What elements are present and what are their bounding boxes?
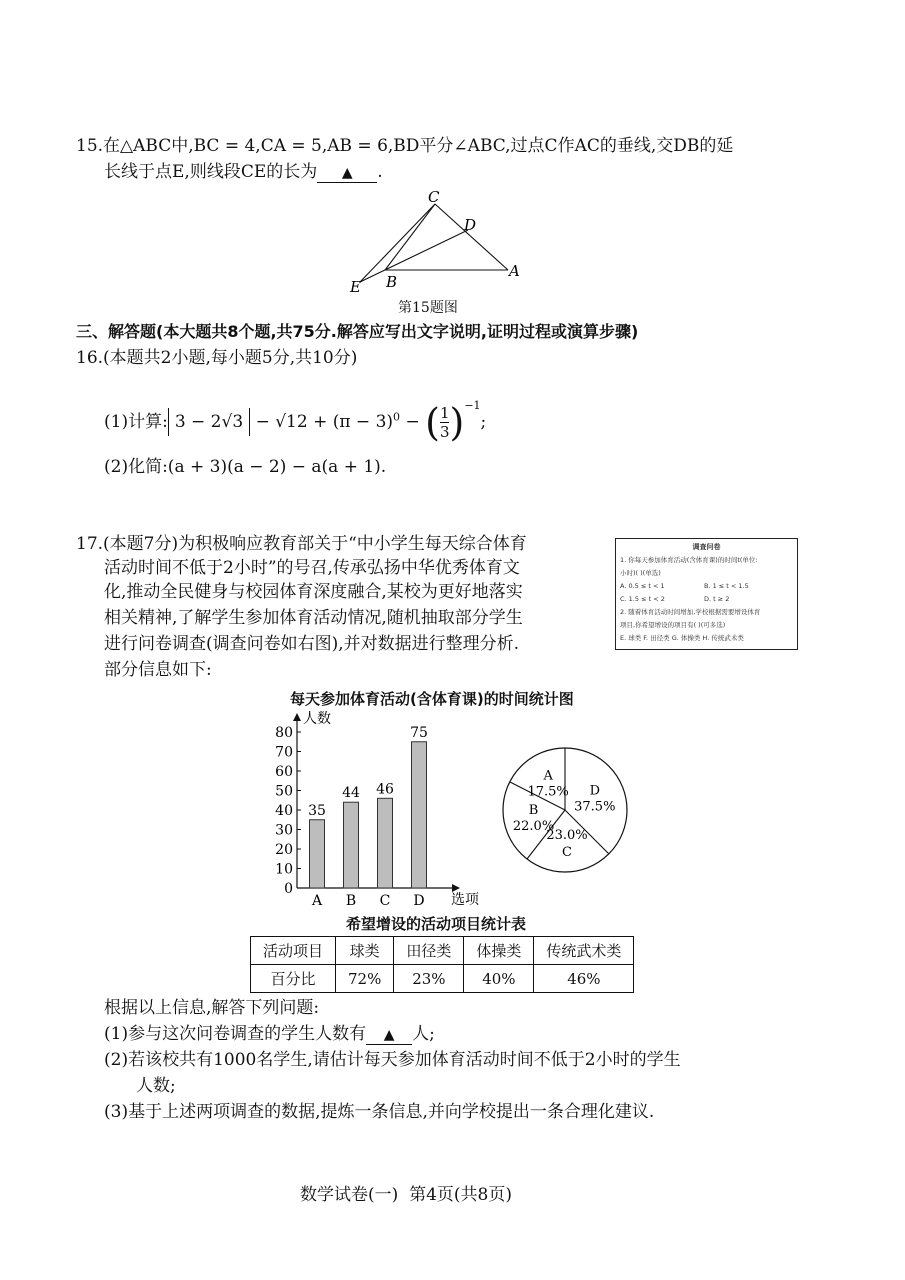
y-tick-label: 20: [275, 842, 293, 858]
survey-q1: 1. 你每天参加体育活动(含体育课)的时间t(单位:: [620, 556, 758, 564]
table-header-cell: 传统武术类: [534, 937, 634, 965]
survey-title: 调查问卷: [692, 543, 721, 551]
page-footer: 数学试卷(一) 第4页(共8页): [300, 1185, 512, 1205]
q15-text-line1: 在△ABC中,BC = 4,CA = 5,AB = 6,BD平分∠ABC,过点C作AC的垂线,交DB的延: [103, 136, 734, 156]
q17-line1: 17.(本题7分)为积极响应教育部关于“中小学生每天综合体育: [76, 534, 527, 554]
q16-exp0: 0: [393, 410, 401, 424]
q17-intro: 根据以上信息,解答下列问题:: [104, 998, 320, 1018]
y-axis-arrow: [293, 713, 301, 721]
table-title: 希望增设的活动项目统计表: [346, 915, 527, 933]
pie-label-C: C: [562, 845, 573, 861]
q15-line1: [76, 134, 733, 158]
pie-percent-A: 17.5%: [527, 784, 569, 800]
table-header-row: [251, 937, 634, 965]
pie-label-D: D: [589, 783, 601, 799]
survey-questionnaire: [615, 538, 798, 650]
q17-part1-text: (1)参与这次问卷调查的学生人数有: [104, 1024, 367, 1044]
table-cell: 23%: [394, 965, 464, 993]
bar-value-label: 44: [342, 785, 360, 802]
x-tick-label: C: [379, 893, 391, 909]
table-header-cell: 球类: [336, 937, 394, 965]
table-cell: 40%: [464, 965, 534, 993]
table-cell: 72%: [336, 965, 394, 993]
y-tick-label: 0: [284, 881, 293, 897]
survey-options-2: E. 球类 F. 田径类 G. 体操类 H. 传统武术类: [620, 634, 744, 642]
q17-answer-blank: ▲: [366, 1026, 412, 1045]
q16-exp-neg1: −1: [464, 399, 481, 412]
edge-cb: [385, 204, 435, 270]
survey-q2: 2. 随着体育活动时间增加,学校根据需要增设体育: [620, 608, 761, 616]
left-paren: (: [425, 400, 440, 445]
x-tick-label: B: [345, 893, 357, 909]
q17-line3: 化,推动全民健身与校园体育深度融合,某校为更好地落实: [104, 582, 523, 602]
pie-chart: [495, 745, 635, 875]
y-tick-label: 60: [275, 764, 293, 780]
q16-part1-prefix: (1)计算:: [104, 412, 168, 432]
table-cell: 46%: [534, 965, 634, 993]
survey-q1b: 小时)( )(单选): [620, 569, 661, 577]
q15-line2: [104, 160, 383, 184]
bar-A: [310, 820, 325, 888]
frac-num: 1: [439, 404, 450, 422]
survey-opt-b: B. 1 ≤ t < 1.5: [704, 582, 749, 590]
q16-minus: −: [405, 412, 420, 432]
q16-part1-end: ;: [480, 412, 487, 432]
q17-line2: 活动时间不低于2小时”的号召,传承弘扬中华优秀体育文: [104, 558, 520, 578]
q15-number: 15.: [76, 136, 104, 156]
section3-title: 三、解答题(本大题共8个题,共75分.解答应写出文字说明,证明过程或演算步骤): [76, 322, 639, 341]
q17-part1: [104, 1022, 435, 1046]
q16-part2: (2)化简:(a + 3)(a − 2) − a(a + 1).: [104, 457, 387, 477]
bar-value-label: 35: [308, 802, 326, 819]
q15-text-line2: 长线于点E,则线段CE的长为: [104, 162, 318, 182]
pie-percent-C: 23.0%: [546, 828, 588, 844]
survey-opt-a: A. 0.5 ≤ t < 1: [620, 582, 665, 590]
x-tick-label: D: [413, 893, 425, 909]
label-A: A: [509, 262, 520, 280]
survey-q2b: 项目,你希望增设的项目有( )(可多选): [620, 621, 726, 629]
y-axis-label: 人数: [303, 711, 331, 727]
q15-triangle-figure: [340, 186, 540, 298]
q17-line4: 相关精神,了解学生参加体育活动情况,随机抽取部分学生: [104, 608, 523, 628]
survey-opt-c: C. 1.5 ≤ t < 2: [620, 595, 665, 603]
q17-line5: 进行问卷调查(调查问卷如右图),并对数据进行整理分析.: [104, 634, 520, 654]
q15-figure-caption: 第15题图: [398, 300, 458, 316]
survey-options-ab: [620, 580, 793, 593]
table-header-cell: 田径类: [394, 937, 464, 965]
table-row-label: 百分比: [251, 965, 336, 993]
q17-line6: 部分信息如下:: [104, 660, 212, 680]
chart-title: 每天参加体育活动(含体育课)的时间统计图: [290, 690, 574, 708]
bar-value-label: 46: [376, 781, 394, 798]
bar-B: [344, 802, 359, 888]
q16-abs-expr: 3 − 2√3: [168, 408, 250, 436]
y-tick-label: 80: [275, 725, 293, 741]
edge-ca: [435, 204, 508, 270]
pie-percent-D: 37.5%: [574, 799, 616, 815]
survey-options-cd: [620, 593, 793, 606]
y-tick-label: 30: [275, 822, 293, 839]
bar-chart: [265, 705, 490, 910]
label-B: B: [386, 273, 398, 291]
x-tick-label: A: [311, 893, 323, 909]
right-paren: ): [449, 400, 465, 445]
bar-value-label: 75: [410, 724, 428, 741]
q16-part1: [104, 388, 487, 445]
x-axis-label: 选项: [451, 892, 479, 908]
q17-part2-line1: (2)若该校共有1000名学生,请估计每天参加体育活动时间不低于2小时的学生: [104, 1050, 681, 1070]
table-header-cell: 体操类: [464, 937, 534, 965]
label-C: C: [428, 188, 440, 206]
q17-part2-line2: 人数;: [136, 1076, 176, 1096]
q17-part1-unit: 人;: [412, 1024, 435, 1044]
bar-D: [412, 742, 427, 888]
q17-part3: (3)基于上述两项调查的数据,提炼一条信息,并向学校提出一条合理化建议.: [104, 1102, 655, 1122]
q15-period: .: [377, 162, 383, 182]
bar-C: [378, 798, 393, 888]
x-axis-arrow: [452, 884, 460, 892]
pie-label-B: B: [528, 803, 539, 819]
frac-den: 3: [439, 423, 450, 441]
survey-opt-d: D. t ≥ 2: [704, 595, 730, 603]
activity-stats-table: [250, 936, 634, 993]
edge-ed: [360, 230, 468, 282]
table-header-cell: 活动项目: [251, 937, 336, 965]
pie-label-A: A: [543, 768, 553, 784]
q16-header: 16.(本题共2小题,每小题5分,共10分): [76, 348, 358, 368]
label-E: E: [350, 278, 361, 296]
table-row: [251, 965, 634, 993]
y-tick-label: 10: [275, 861, 293, 878]
q15-answer-blank: ▲: [317, 164, 377, 183]
q16-expr-b: − √12 + (π − 3): [255, 412, 394, 432]
label-D: D: [464, 216, 477, 234]
y-tick-label: 40: [275, 803, 293, 819]
pie-percent-B: 22.0%: [512, 819, 555, 835]
y-tick-label: 50: [275, 783, 293, 800]
y-tick-label: 70: [275, 744, 293, 761]
